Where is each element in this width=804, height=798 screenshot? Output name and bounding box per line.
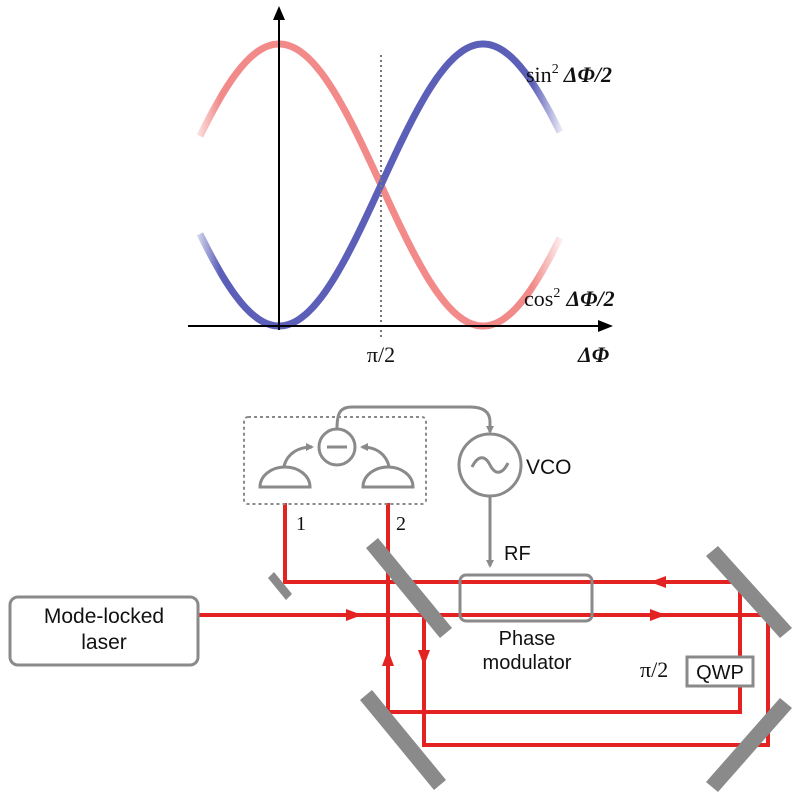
sin-squared-label: $\sin^2 \Delta\Phi/2$ — [526, 62, 612, 87]
signal-arrow-1 — [284, 447, 312, 466]
cos-squared-label: $\cos^2 \Delta\Phi/2$ — [524, 286, 615, 311]
signal-arrow-2 — [362, 447, 389, 466]
pi-half-tick-label: π/2 — [366, 342, 396, 367]
y-axis-arrow-icon — [273, 6, 285, 20]
laser-label-line1: Mode-locked — [43, 605, 165, 628]
right-arrow-icon — [346, 609, 362, 621]
left-arrow-icon — [650, 576, 666, 588]
quarter-wave-plate — [640, 657, 753, 686]
up-arrow-icon — [382, 650, 394, 666]
beam-splitter — [366, 538, 452, 638]
laser-label-line2: laser — [81, 631, 127, 654]
vco-label: VCO — [526, 456, 572, 479]
photodiode-1-icon — [260, 467, 310, 487]
modulator-label-line2: modulator — [482, 652, 572, 674]
vco — [459, 434, 572, 496]
mirror-small — [268, 572, 292, 600]
down-arrow-icon — [418, 650, 430, 666]
mirror-top-right — [706, 546, 792, 638]
photodiode-2-icon — [363, 467, 413, 487]
delta-phi-axis-label: ΔΦ — [578, 342, 610, 367]
detector-2-label: 2 — [396, 513, 406, 535]
interference-plot — [188, 6, 615, 367]
mirror-bottom-left — [360, 690, 446, 790]
balanced-detector — [244, 417, 426, 535]
left-fade — [190, 30, 220, 340]
optical-setup — [10, 407, 792, 792]
x-axis-arrow-icon — [598, 320, 613, 332]
mode-locked-laser — [10, 597, 198, 665]
detector-1-label: 1 — [296, 513, 306, 535]
qwp-label: QWP — [696, 662, 744, 684]
feedback-wire — [337, 407, 490, 432]
phase-modulator — [460, 575, 592, 674]
laser-beam-paths — [200, 505, 768, 745]
right-arrow-icon — [650, 609, 666, 621]
modulator-label-line1: Phase — [498, 628, 556, 650]
rf-label: RF — [504, 543, 531, 565]
qwp-prefix: π/2 — [640, 657, 669, 682]
